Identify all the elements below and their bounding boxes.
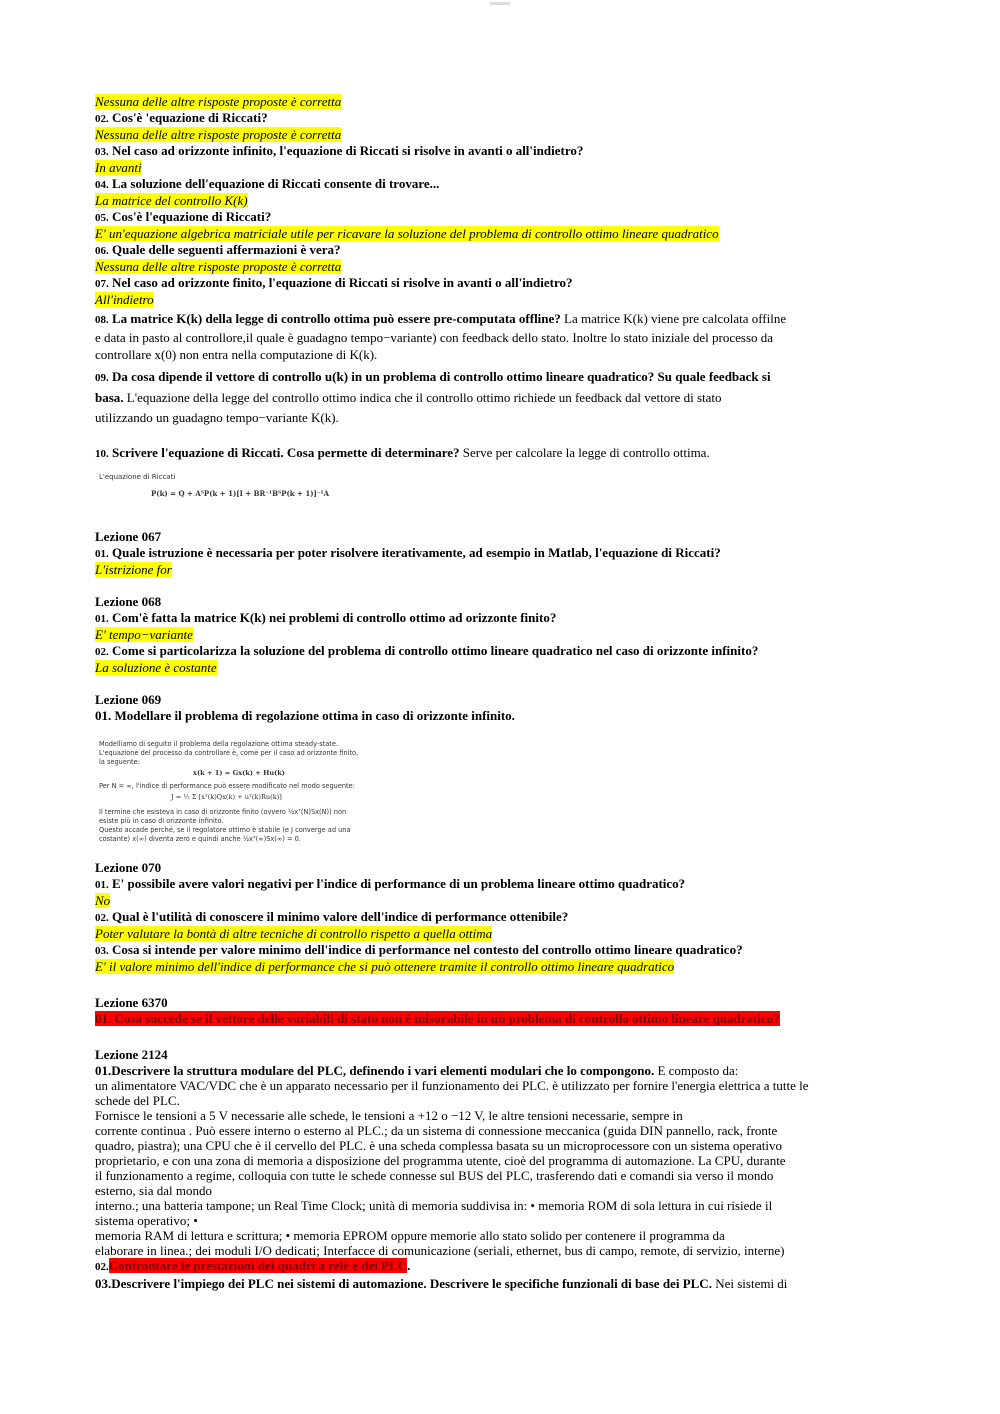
question-plc-structure: 01.Descrivere la struttura modulare del PLC, definendo i vari elementi modulari che lo compongono. E composto da: un alimentatore VAC/VDC che è un apparato necessario per il funzionamento dei PLC. è utilizzato per fornire l'energia elettrica a tutte le schede del PLC. Fornisce le tensioni a 5 V necessarie alle schede, le tensioni a +12 o −12 V, le altre tensioni necessarie, sempre in corrente continua . Può essere interno o esterno al PLC.; da un sistema di connessione meccanica (guida DIN pannello, rack, fronte quadro, piastra); una CPU che è il cervello del PLC. è una scheda complessa basata su un microprocessore con un sistema operativo proprietario, e con una zona di memoria a disposizione del programma utente, cioè del programma di automazione. La CPU, durante il funzionamento a regime, colloquia con tutte le schede connesse sul BUS del PLC, trasferendo dati e comandi sia verso il mondo esterno, sia dal mondo interno.; una batteria tampone; un Real Time Clock; unità di memoria suddivisa in: • memoria ROM di sola lettura in cui risiede il sistema operativo; • memoria RAM di lettura e scrittura; • memoria EPROM oppure memorie allo stato solido per contenere il programma da elaborare in linea.; dei moduli I/O dedicati; Interfacce di comunicazione (seriali, ethernet, bus di campo, remote, di servizio, interne) <box>95 1063 809 1258</box>
question-10: 10. Scrivere l'equazione di Riccati. Cosa permette di determinare? Serve per calcolare la legge di controllo ottima. <box>95 445 710 460</box>
list-item: 01. Cosa succede se il vettore delle variabili di stato non è misurabile in un problema di controllo ottimo lineare quadratico? <box>95 1011 780 1026</box>
list-item: 06. Quale delle seguenti affermazioni è vera? <box>95 242 341 257</box>
list-item: In avanti <box>95 160 142 175</box>
list-item: No <box>95 893 111 908</box>
list-item: 04. La soluzione dell'equazione di Riccati consente di trovare... <box>95 176 440 191</box>
lesson-2124-title: Lezione 2124 <box>95 1047 168 1062</box>
list-item: La matrice del controllo K(k) <box>95 193 248 208</box>
list-item: L'istrizione for <box>95 562 172 577</box>
riccati-equation-figure <box>99 473 930 509</box>
list-item: La soluzione è costante <box>95 660 217 675</box>
lesson-067-title: Lezione 067 <box>95 529 162 544</box>
document-page <box>95 94 930 1292</box>
list-item: Nessuna delle altre risposte proposte è corretta <box>95 259 342 274</box>
list-item: 07. Nel caso ad orizzonte finito, l'equazione di Riccati si risolve in avanti o all'indietro? <box>95 275 573 290</box>
question-plc-usage: 03.Descrivere l'impiego dei PLC nei sistemi di automazione. Descrivere le specifiche funzionali di base dei PLC. Nei sistemi di <box>95 1276 788 1291</box>
list-item: 01. E' possibile avere valori negativi per l'indice di performance di un problema lineare ottimo quadratico? <box>95 876 686 891</box>
lesson-6370-title: Lezione 6370 <box>95 995 168 1010</box>
lesson-070-title: Lezione 070 <box>95 860 162 875</box>
list-item: 03. Nel caso ad orizzonte infinito, l'equazione di Riccati si risolve in avanti o all'indietro? <box>95 143 584 158</box>
list-item: Nessuna delle altre risposte proposte è corretta <box>95 127 342 142</box>
figure-equation: J = ½ Σ [xᵀ(k)Qx(k) + uᵀ(k)Ru(k)] <box>171 793 282 801</box>
list-item: 01. Modellare il problema di regolazione ottima in caso di orizzonte infinito. <box>95 708 515 723</box>
list-item: 02. Cos'è 'equazione di Riccati? <box>95 110 268 125</box>
figure-caption: L'equazione di Riccati <box>99 473 176 481</box>
list-item: All'indietro <box>95 292 154 307</box>
list-item: 05. Cos'è l'equazione di Riccati? <box>95 209 272 224</box>
list-item: 03. Cosa si intende per valore minimo dell'indice di performance nel contesto del controllo ottimo lineare quadratico? <box>95 942 743 957</box>
list-item: E' il valore minimo dell'indice di performance che si può ottenere tramite il controllo ottimo lineare quadratico <box>95 959 675 974</box>
list-item: 01. Com'è fatta la matrice K(k) nei problemi di controllo ottimo ad orizzonte finito? <box>95 610 557 625</box>
list-item: 02.Confrontare le prestazioni dei quadri a relè e dei PLC. <box>95 1258 411 1273</box>
question-08: 08. La matrice K(k) della legge di controllo ottima può essere pre-computata offline? La matrice K(k) viene pre calcolata offilne e data in pasto al controllore,il quale è guadagno tempo−variante) con feedback dello stato. Inoltre lo stato iniziale del processo da controllare x(0) non entra nella computazione di K(k). <box>95 311 787 362</box>
list-item: E' un'equazione algebrica matriciale utile per ricavare la soluzione del problema di controllo ottimo lineare quadratico <box>95 226 719 241</box>
steady-state-regulation-figure: Modelliamo di seguito il problema della regolazione ottima steady-state. L'equazione del processo da controllare è, come per il caso ad orizzonte finito, la seguente: x(k + 1) = Gx(k) + Hu(k) Per N = ∞, l'indice di performance può essere modificato nel modo seguente: J = ½ Σ [xᵀ(k)Qx(k) + uᵀ(k)Ru(k)] Il termine che esisteva in caso di orizzonte finito (ovvero ½xᵀ(N)Sx(N)) non esiste più in caso di orizzonte infinito. Questo accade perché, se il regolatore ottimo è stabile (e J converge ad una costante) x(∞) diventa zero e quindi anche ½xᵀ(∞)Sx(∞) = 0. <box>99 740 379 844</box>
list-item: E' tempo−variante <box>95 627 193 642</box>
figure-equation: P(k) = Q + AᵀP(k + 1)[I + BR⁻¹BᵀP(k + 1)]⁻¹A <box>151 489 330 498</box>
list-item: Poter valutare la bontà di altre tecniche di controllo rispetto a quella ottima <box>95 926 493 941</box>
lesson-069-title: Lezione 069 <box>95 692 162 707</box>
list-item: 02. Come si particolarizza la soluzione del problema di controllo ottimo lineare quadratico nel caso di orizzonte infinito? <box>95 643 759 658</box>
top-mark <box>490 2 510 5</box>
list-item: 02. Qual è l'utilità di conoscere il minimo valore dell'indice di performance ottenibile? <box>95 909 569 924</box>
list-item: 01. Quale istruzione è necessaria per poter risolvere iterativamente, ad esempio in Matlab, l'equazione di Riccati? <box>95 545 721 560</box>
lesson-068-title: Lezione 068 <box>95 594 162 609</box>
list-item: Nessuna delle altre risposte proposte è corretta <box>95 94 342 109</box>
figure-equation: x(k + 1) = Gx(k) + Hu(k) <box>193 769 285 777</box>
question-09: 09. Da cosa dipende il vettore di controllo u(k) in un problema di controllo ottimo lineare quadratico? Su quale feedback si basa. L'equazione della legge del controllo ottimo indica che il controllo ottimo richiede un feedback dal vettore di stato utilizzando un guadagno tempo−variante K(k). <box>95 369 771 425</box>
